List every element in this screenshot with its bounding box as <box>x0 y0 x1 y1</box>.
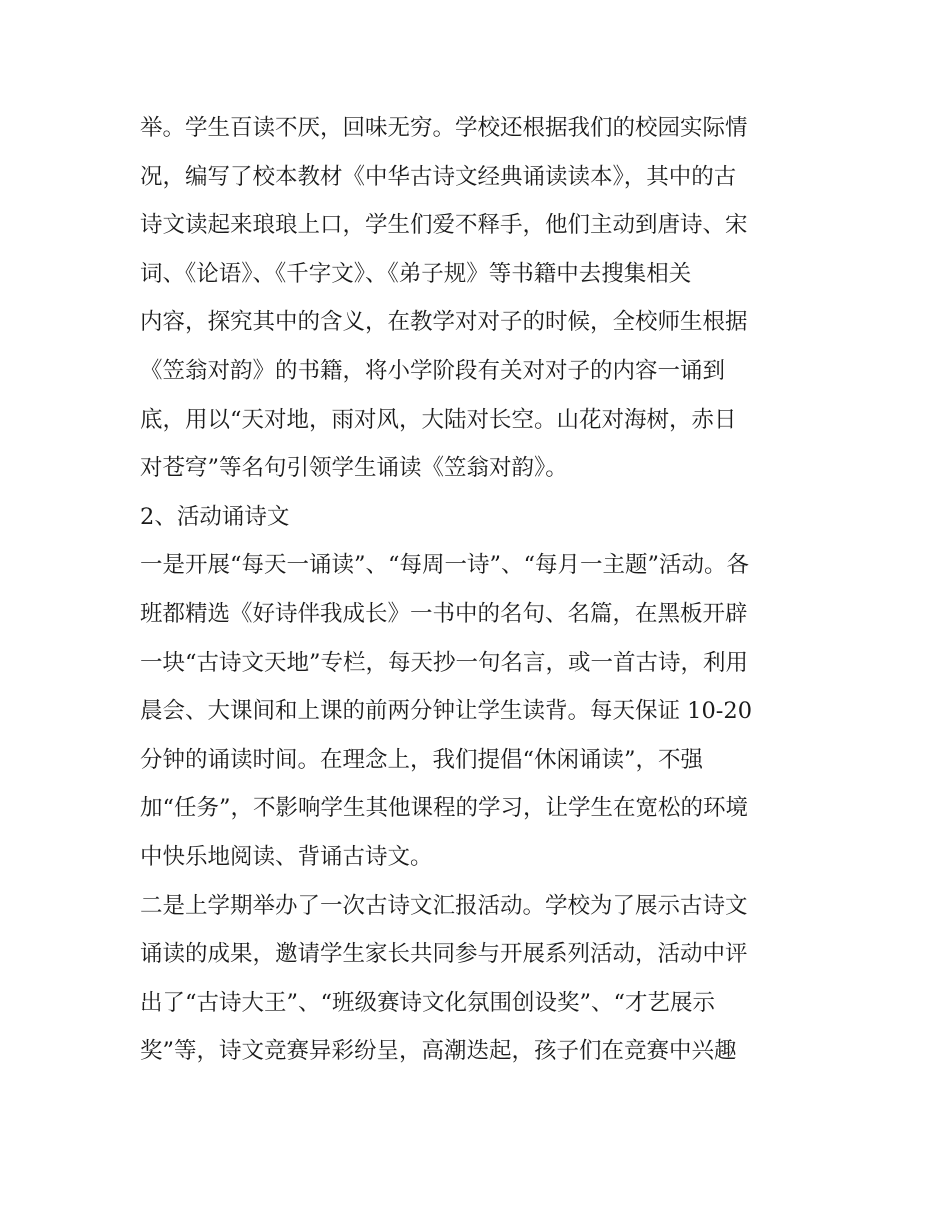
text-line: 班都精选《好诗伴我成长》一书中的名句、名篇，在黑板开辟 <box>140 600 748 627</box>
text-line: 《笠翁对韵》的书籍，将小学阶段有关对对子的内容一诵到 <box>140 357 726 384</box>
text-line: 内容，探究其中的含义，在教学对对子的时候，全校师生根据 <box>140 309 748 336</box>
text-line: 诵读的成果，邀请学生家长共同参与开展系列活动，活动中评 <box>140 941 748 968</box>
text-line: 况，编写了校本教材《中华古诗文经典诵读读本》，其中的古 <box>140 163 737 190</box>
text-line: 出了“古诗大王”、“班级赛诗文化氛围创设奖”、“才艺展示 <box>140 989 716 1016</box>
text-line: 分钟的诵读时间。在理念上，我们提倡“休闲诵读”，不强 <box>140 746 704 773</box>
text-line: 一是开展“每天一诵读”、“每周一诗”、“每月一主题”活动。各 <box>140 552 750 579</box>
text-line: 中快乐地阅读、背诵古诗文。 <box>140 843 433 870</box>
text-line: 加“任务”，不影响学生其他课程的学习，让学生在宽松的环境 <box>140 795 749 822</box>
text-line: 二是上学期举办了一次古诗文汇报活动。学校为了展示古诗文 <box>140 892 748 919</box>
document-body <box>140 104 830 1076</box>
text-line: 诗文读起来琅琅上口，学生们爱不释手，他们主动到唐诗、宋 <box>140 212 748 239</box>
section-heading: 2、活动诵诗文 <box>140 503 290 530</box>
text-line: 词、《论语》、《千字文》、《弟子规》等书籍中去搜集相关 <box>140 260 692 287</box>
text-line: 晨会、大课间和上课的前两分钟让学生读背。每天保证 10-20 <box>140 698 753 725</box>
text-line: 一块“古诗文天地”专栏，每天抄一句名言，或一首古诗，利用 <box>140 649 749 676</box>
text-line: 底，用以“天对地，雨对风，大陆对长空。山花对海树，赤日 <box>140 406 737 433</box>
text-line: 奖”等，诗文竞赛异彩纷呈，高潮迭起，孩子们在竞赛中兴趣 <box>140 1038 737 1065</box>
text-line: 举。学生百读不厌，回味无穷。学校还根据我们的校园实际情 <box>140 115 748 141</box>
text-line: 对苍穹”等名句引领学生诵读《笠翁对韵》。 <box>140 455 568 482</box>
